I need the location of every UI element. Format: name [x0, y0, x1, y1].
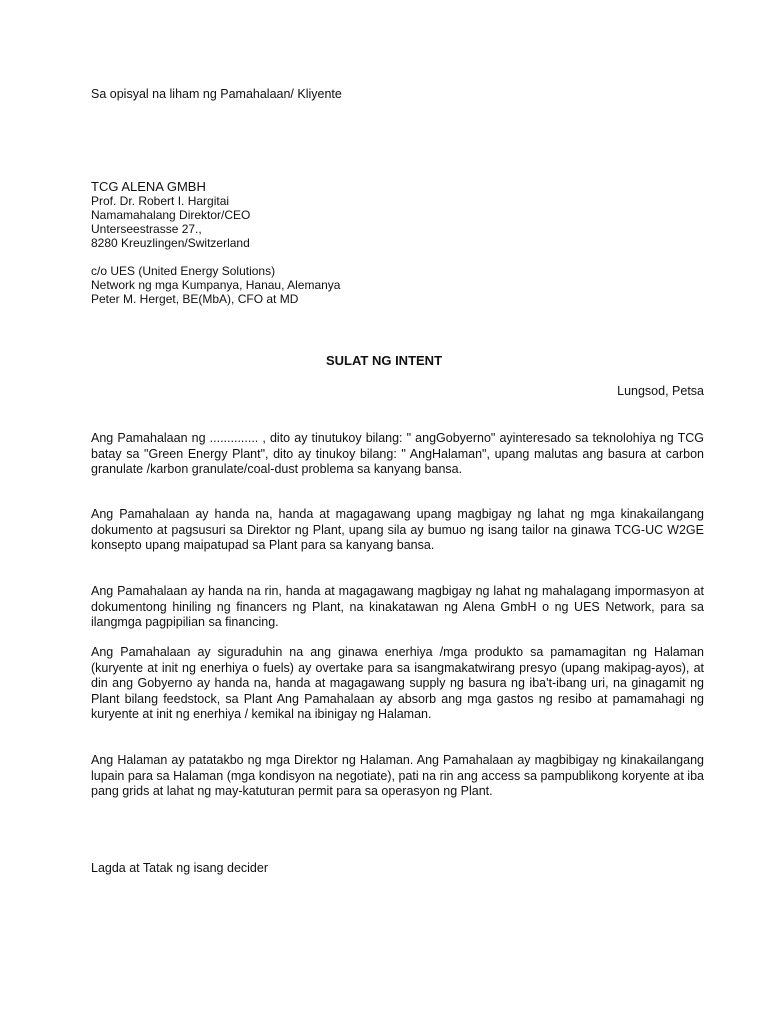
care-of-line-1: c/o UES (United Energy Solutions)	[91, 264, 276, 278]
paragraph-1: Ang Pamahalaan ng .............. , dito ay tinutukoy bilang: " angGobyerno" ayinteresado sa teknolohiya ng TCG batay sa "Green Energy Plant", dito ay tinukoy bilang: " AngHalaman", upang malutas ang basura at carbon granulate /karbon granulate/coal-dust problema sa kanyang bansa.	[91, 431, 704, 476]
sender-company: TCG ALENA GMBH	[91, 179, 206, 194]
sender-street: Unterseestrasse 27.,	[91, 222, 202, 236]
letter-title: SULAT NG INTENT	[325, 353, 443, 368]
paragraph-4: Ang Pamahalaan ay siguraduhin na ang ginawa enerhiya /mga produkto sa pamamagitan ng Halaman (kuryente at init ng enerhiya o fuels) ay overtake para sa isangmakatwirang presyo (upang makipag-ayos), at din ang Gobyerno ay handa na, handa at magagawang supply ng basura ng iba't-ibang uri, na ginagamit ng Plant bilang feedstock, sa Plant Ang Pamahalaan ay absorb ang mga gastos ng resibo at pamamahagi ng kuryente at init ng enerhiya / kemikal na ibinigay ng Halaman.	[91, 645, 704, 721]
care-of-line-2: Network ng mga Kumpanya, Hanau, Alemanya	[91, 278, 341, 292]
signature-line: Lagda at Tatak ng isang decider	[91, 861, 268, 875]
sender-city: 8280 Kreuzlingen/Switzerland	[91, 236, 250, 250]
care-of-line-3: Peter M. Herget, BE(MbA), CFO at MD	[91, 292, 299, 306]
paragraph-5: Ang Halaman ay patatakbo ng mga Direktor ng Halaman. Ang Pamahalaan ay magbibigay ng kinakailangang lupain para sa Halaman (mga kondisyon na negotiate), pati na rin ang access sa pampublikong koryente at iba pang grids at lahat ng may-katuturan permit para sa operasyon ng Plant.	[91, 753, 704, 798]
sender-name: Prof. Dr. Robert I. Hargitai	[91, 194, 230, 208]
paragraph-2: Ang Pamahalaan ay handa na, handa at magagawang upang magbigay ng lahat ng mga kinakailangang dokumento at pagsusuri sa Direktor ng Plant, upang sila ay bumuo ng isang tailor na ginawa TCG-UC W2GE konsepto upang maipatupad sa Plant para sa kanyang bansa.	[91, 507, 704, 552]
sender-role: Namamahalang Direktor/CEO	[91, 208, 251, 222]
place-date: Lungsod, Petsa	[617, 384, 704, 398]
paragraph-3: Ang Pamahalaan ay handa na rin, handa at magagawang magbigay ng lahat ng mahalagang impormasyon at dokumentong hiniling ng financers ng Plant, na kinakatawan ng Alena GmbH o ng UES Network, para sa ilangmga pagpipilian sa financing.	[91, 584, 704, 629]
salutation: Sa opisyal na liham ng Pamahalaan/ Kliyente	[91, 87, 342, 101]
